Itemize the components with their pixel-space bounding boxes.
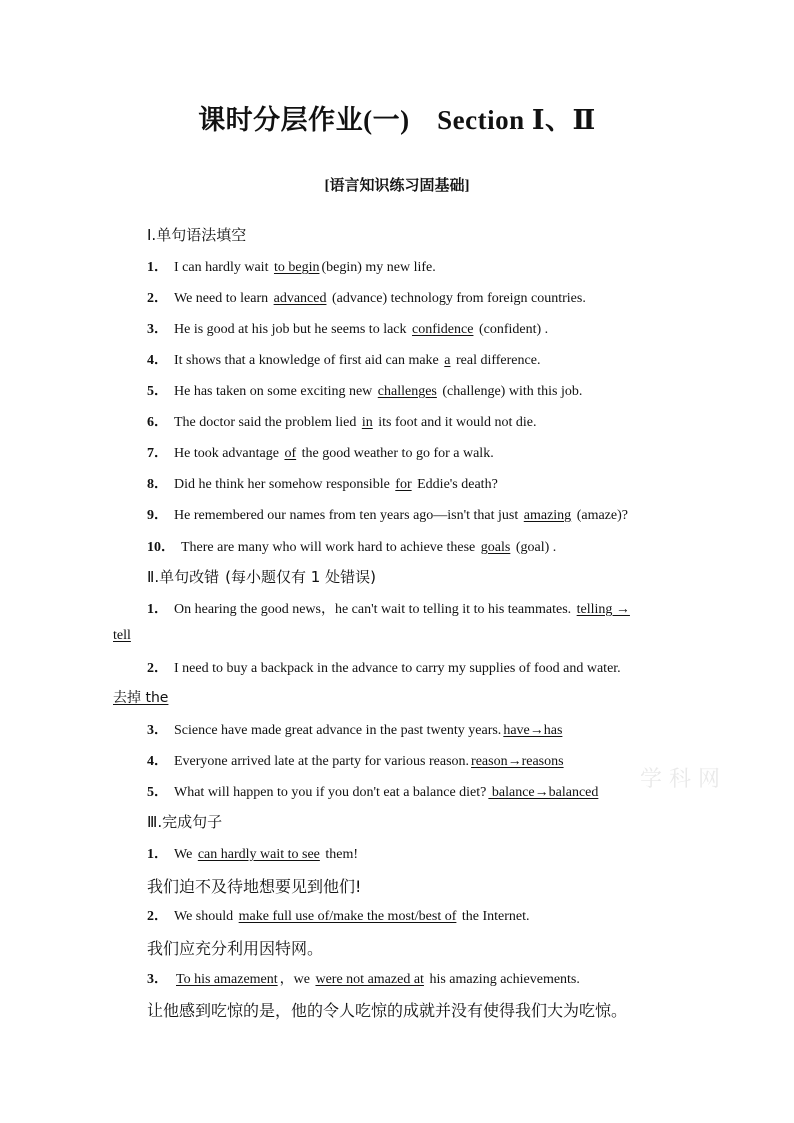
section-3-heading: Ⅲ.完成句子: [147, 813, 223, 831]
s2-item-1-cont: tell: [113, 628, 131, 643]
s3-item-3-translation: 让他感到吃惊的是，他的令人吃惊的成就并没有使得我们大为吃惊。: [147, 1001, 628, 1020]
answer: for: [395, 477, 412, 492]
page-title: 课时分层作业(一) Section Ⅰ、Ⅱ: [198, 105, 596, 135]
s2-item-1: 1． On hearing the good news，he can't wait to telling it to his teammates. telling →: [147, 602, 630, 617]
s1-item-4: 4． It shows that a knowledge of first aid can make a real difference.: [147, 353, 541, 368]
s2-item-4: 4． Everyone arrived late at the party for various reason. reason→reasons: [147, 754, 564, 769]
s3-item-1: 1． We can hardly wait to see them!: [147, 847, 359, 862]
s3-item-1-translation: 我们迫不及待地想要见到他们!: [147, 877, 362, 896]
answer: to begin: [273, 260, 320, 275]
answer: challenges: [377, 384, 437, 399]
page-subtitle: [语言知识练习固基础]: [324, 178, 470, 194]
answer: in: [361, 415, 373, 430]
s1-item-5: 5． He has taken on some exciting new challenges (challenge) with this job.: [147, 384, 583, 399]
s1-item-7: 7． He took advantage of the good weather to go for a walk.: [147, 446, 494, 461]
s1-item-2: 2． We need to learn advanced (advance) technology from foreign countries.: [147, 291, 586, 306]
s2-item-3: 3． Science have made great advance in the past twenty years. have→has: [147, 723, 563, 738]
s2-item-5: 5． What will happen to you if you don't eat a balance diet? balance→balanced: [147, 785, 599, 800]
answer: reason→reasons: [471, 754, 564, 769]
s2-item-2: 2． I need to buy a backpack in the advance to carry my supplies of food and water.: [147, 661, 621, 676]
s1-item-10: 10． There are many who will work hard to achieve these goals (goal) .: [147, 540, 557, 555]
s1-item-6: 6． The doctor said the problem lied in its foot and it would not die.: [147, 415, 537, 430]
answer: make full use of/make the most/best of: [238, 909, 457, 924]
s1-item-3: 3． He is good at his job but he seems to lack confidence (confident) .: [147, 322, 549, 337]
answer: To his amazement: [176, 972, 278, 987]
answer: a: [444, 353, 451, 368]
answer: amazing: [523, 508, 572, 523]
s3-item-2-translation: 我们应充分利用因特网。: [147, 939, 324, 958]
answer: balance→balanced: [488, 785, 599, 800]
section-2-heading: Ⅱ.单句改错 (每小题仅有 1 处错误): [147, 568, 376, 586]
answer: were not amazed at: [315, 972, 424, 987]
answer: of: [284, 446, 297, 461]
answer: goals: [480, 540, 511, 555]
s3-item-2: 2． We should make full use of/make the most/best of the Internet.: [147, 909, 530, 924]
s1-item-1: 1． I can hardly wait to begin (begin) my new life.: [147, 260, 436, 275]
answer: confidence: [412, 322, 474, 337]
answer: advanced: [273, 291, 327, 306]
s1-item-9: 9． He remembered our names from ten years ago—isn't that just amazing (amaze)?: [147, 508, 628, 523]
s3-item-3: 3． To his amazement ，we were not amazed at his amazing achievements.: [147, 972, 580, 987]
answer: can hardly wait to see: [197, 847, 320, 862]
answer: telling →: [576, 602, 630, 617]
watermark: 学 科 网: [640, 767, 720, 792]
answer: have→has: [503, 723, 563, 738]
s1-item-8: 8． Did he think her somehow responsible for Eddie's death?: [147, 477, 498, 492]
s2-item-2-cont: 去掉 the: [113, 690, 169, 706]
section-1-heading: Ⅰ.单句语法填空: [147, 226, 247, 244]
